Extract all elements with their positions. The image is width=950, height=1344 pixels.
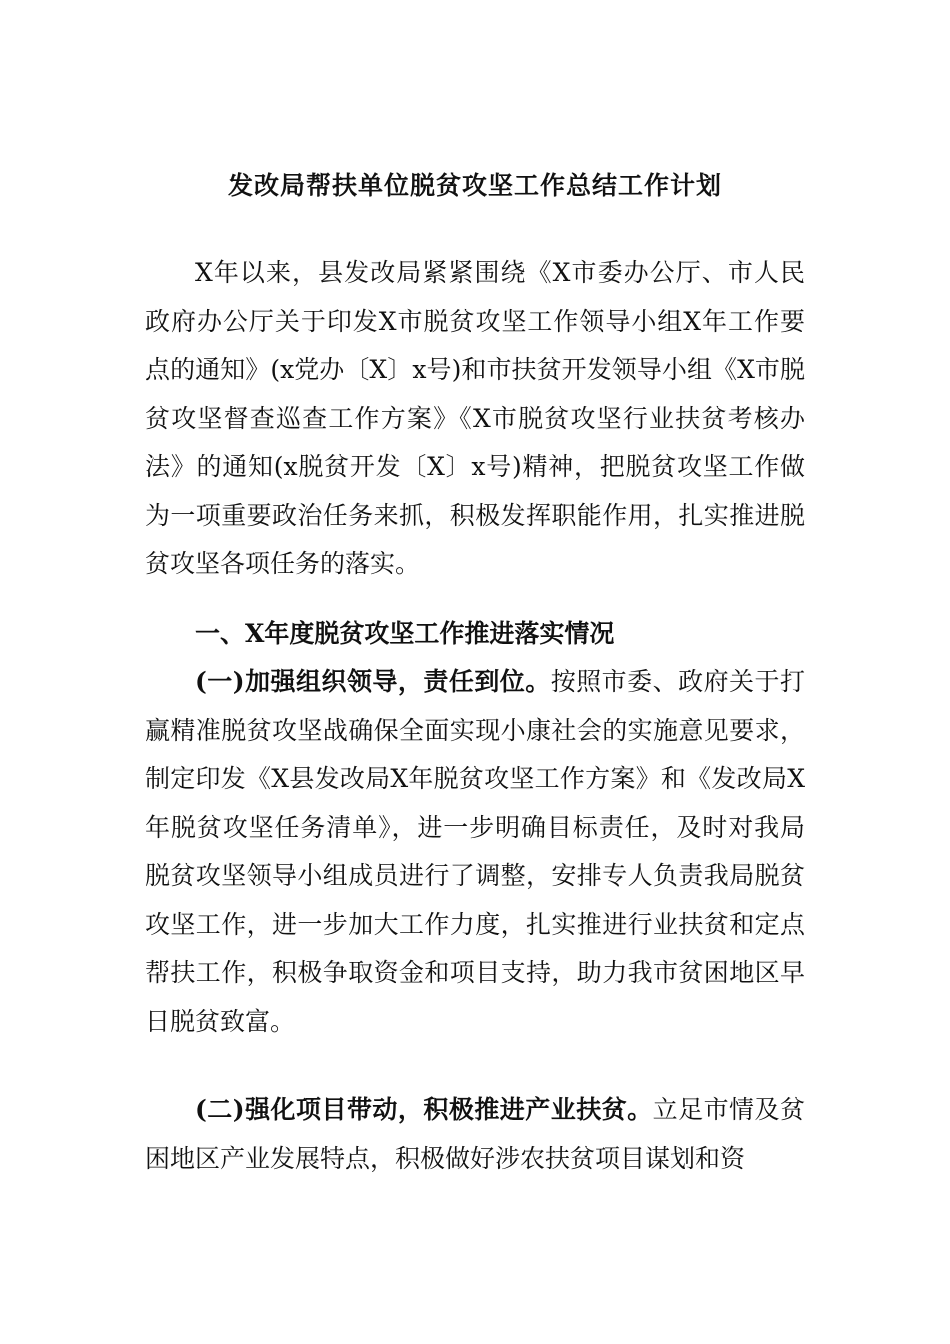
item-paragraph-1 xyxy=(145,658,805,1046)
item-paragraph-2 xyxy=(145,1086,805,1183)
item-heading-1: (一)加强组织领导，责任到位。 xyxy=(195,667,551,696)
item-body-2: 立足市情及贫困地区产业发展特点，积极做好涉农扶贫项目谋划和资 xyxy=(145,1095,805,1173)
intro-paragraph: X年以来，县发改局紧紧围绕《X市委办公厅、市人民政府办公厅关于印发X市脱贫攻坚工作领导小组X年工作要点的通知》(x党办〔X〕x号)和市扶贫开发领导小组《X市脱贫攻坚督查巡查工作方案》《X市脱贫攻坚行业扶贫考核办法》的通知(x脱贫开发〔X〕x号)精神，把脱贫攻坚工作做为一项重要政治任务来抓，积极发挥职能作用，扎实推进脱贫攻坚各项任务的落实。 xyxy=(145,258,805,578)
item-body-1: 按照市委、政府关于打赢精准脱贫攻坚战确保全面实现小康社会的实施意见要求，制定印发《X县发改局X年脱贫攻坚工作方案》和《发改局X年脱贫攻坚任务清单》，进一步明确目标责任，及时对我局脱贫攻坚领导小组成员进行了调整，安排专人负责我局脱贫攻坚工作，进一步加大工作力度，扎实推进行业扶贫和定点帮扶工作，积极争取资金和项目支持，助力我市贫困地区早日脱贫致富。 xyxy=(145,667,805,1036)
document-title: 发改局帮扶单位脱贫攻坚工作总结工作计划 xyxy=(227,171,722,200)
item-heading-2: (二)强化项目带动，积极推进产业扶贫。 xyxy=(195,1095,653,1124)
section-heading: 一、X年度脱贫攻坚工作推进落实情况 xyxy=(195,619,615,648)
